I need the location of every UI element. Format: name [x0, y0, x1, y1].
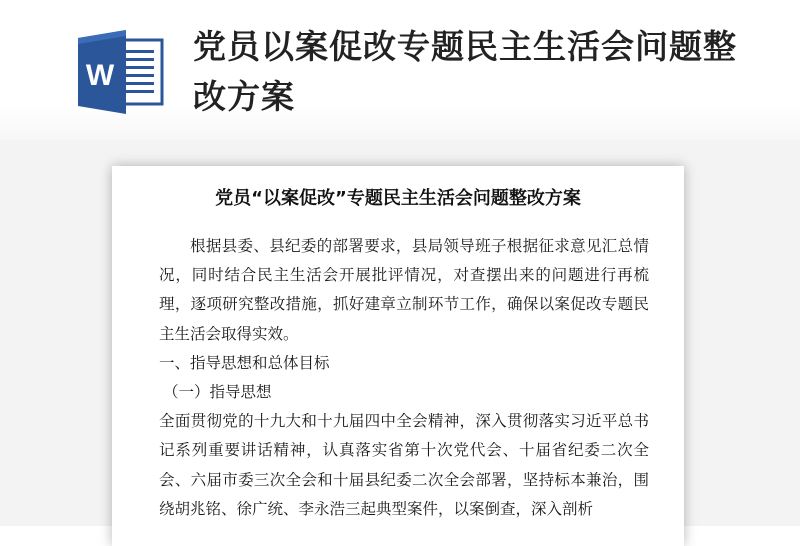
heading-subsection-1: （一）指导思想	[163, 383, 272, 402]
paragraph-intro: 根据县委、县纪委的部署要求，县局领导班子根据征求意见汇总情况，同时结合民主生活会开展批评情况，对查摆出来的问题进行再梳理，逐项研究整改措施，抓好建章立制环节工作，确保以案促改专题民主生活会取得实效。	[159, 237, 649, 343]
document-title: 党员“以案促改”专题民主生活会问题整改方案	[215, 188, 581, 209]
page-title: 党员以案促改专题民主生活会问题整改方案	[193, 27, 737, 116]
document-page	[112, 166, 684, 546]
word-document-icon	[78, 30, 168, 114]
heading-section-1: 一、指导思想和总体目标	[159, 353, 330, 372]
header-banner	[0, 0, 800, 150]
word-icon-letter: W	[85, 59, 115, 92]
paragraph-guiding-thought: 全面贯彻党的十九大和十九届四中全会精神，深入贯彻落实习近平总书记系列重要讲话精神，认真落实省第十次党代会、十届省纪委二次全会、六届市委三次全会和十届县纪委二次全会部署，坚持标本兼治，围绕胡兆铭、徐广统、李永浩三起典型案件，以案倒查，深入剖析	[159, 412, 649, 518]
document-body	[159, 232, 649, 524]
